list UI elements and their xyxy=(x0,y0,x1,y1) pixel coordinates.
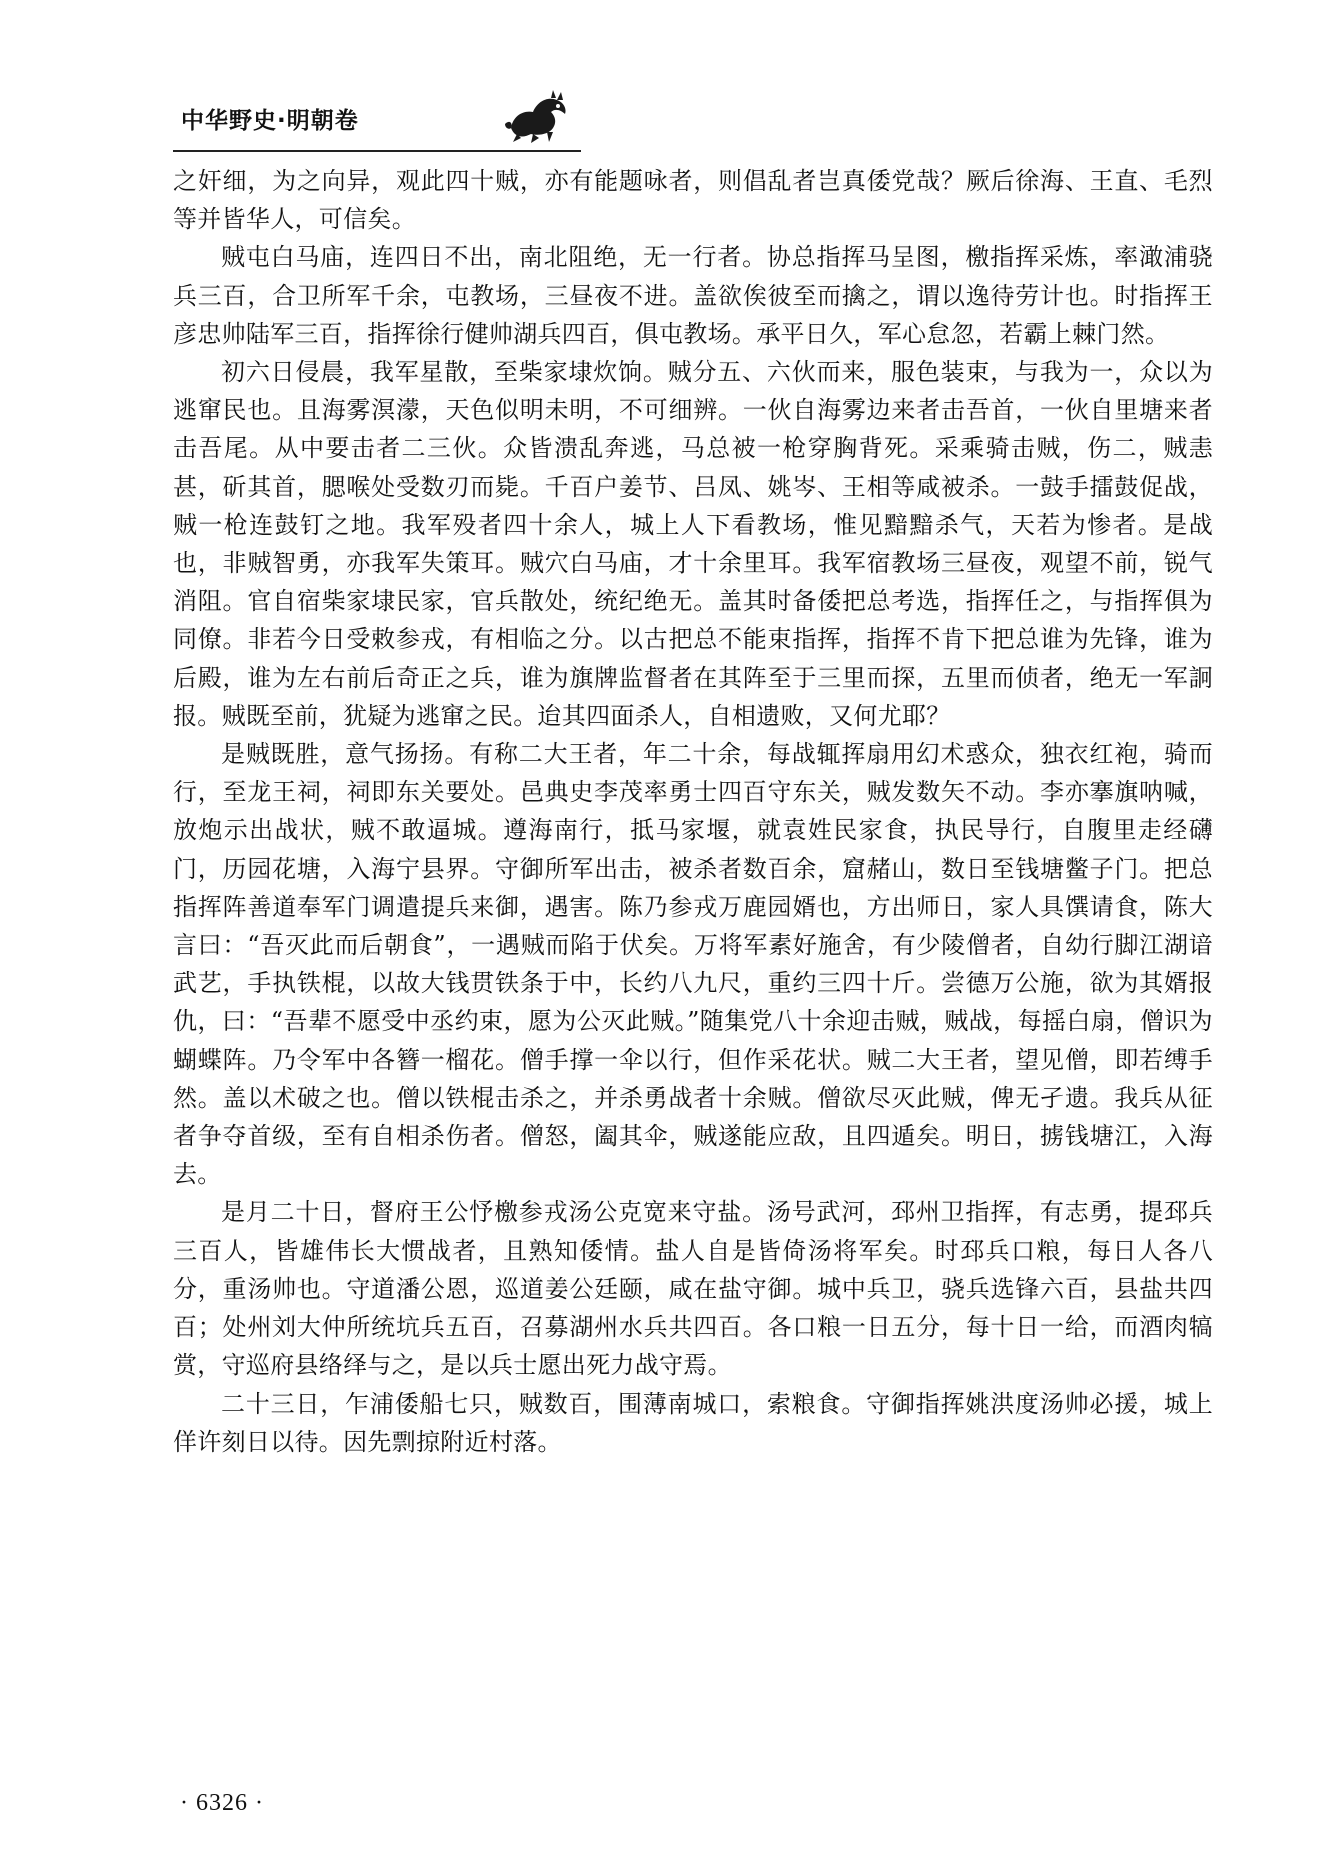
paragraph: 之奸细，为之向异，观此四十贼，亦有能题咏者，则倡乱者岂真倭党哉？厥后徐海、王直、毛烈等并皆华人，可信矣。 xyxy=(173,167,1213,234)
paragraph: 二十三日，乍浦倭船七只，贼数百，围薄南城口，索粮食。守御指挥姚洪度汤帅必援，城上佯许刻日以待。因先剽掠附近村落。 xyxy=(173,1389,1213,1456)
book-title: 中华野史·明朝卷 xyxy=(181,108,359,134)
running-header xyxy=(173,88,581,148)
paragraph: 是贼既胜，意气扬扬。有称二大王者，年二十余，每战辄挥扇用幻术惑众，独衣红袍，骑而行，至龙王祠，祠即东关要处。邑典史李茂率勇士四百守东关，贼发数矢不动。李亦搴旗呐喊，放炮示出战状，贼不敢逼城。遵海南行，抵马家堰，就袁姓民家食，执民导行，自腹里走经礴门，历园花塘，入海宁县界。守御所军出击，被杀者数百余，窟赭山，数日至钱塘鳖子门。把总指挥阵善道奉军门调遣提兵来御，遇害。陈乃参戎万鹿园婿也，方出师日，家人具馔请食，陈大言曰：“吾灭此而后朝食”，一遇贼而陷于伏矣。万将军素好施舍，有少陵僧者，自幼行脚江湖谙武艺，手执铁棍，以故大钱贯铁条于中，长约八九尺，重约三四十斤。尝德万公施，欲为其婿报仇，曰：“吾辈不愿受中丞约束，愿为公灭此贼。”随集党八十余迎击贼，贼战，每摇白扇，僧识为蝴蝶阵。乃令军中各簪一榴花。僧手撑一伞以行，但作采花状。贼二大王者，望见僧，即若缚手然。盖以术破之也。僧以铁棍击杀之，并杀勇战者十余贼。僧欲尽灭此贼，俾无孑遗。我兵从征者争夺首级，至有自相杀伤者。僧怒，阖其伞，贼遂能应敌，且四遁矣。明日，掳钱塘江，入海去。 xyxy=(173,740,1213,1189)
paragraph: 贼屯白马庙，连四日不出，南北阻绝，无一行者。协总指挥马呈图，檄指挥采炼，率澉浦骁兵三百，合卫所军千余，屯教场，三昼夜不进。盖欲俟彼至而擒之，谓以逸待劳计也。时指挥王彦忠帅陆军三百，指挥徐行健帅湖兵四百，俱屯教场。承平日久，军心怠忽，若霸上棘门然。 xyxy=(173,243,1213,348)
header-divider xyxy=(173,150,581,152)
paragraph: 初六日侵晨，我军星散，至柴家埭炊饷。贼分五、六伙而来，服色装束，与我为一，众以为逃窜民也。且海雾溟濛，天色似明未明，不可细辨。一伙自海雾边来者击吾首，一伙自里塘来者击吾尾。从中要击者二三伙。众皆溃乱奔逃，马总被一枪穿胸背死。采乘骑击贼，伤二，贼恚甚，斫其首，腮喉处受数刃而毙。千百户姜节、吕凤、姚岑、王相等咸被杀。一鼓手擂鼓促战，贼一枪连鼓钉之地。我军殁者四十余人，城上人下看教场，惟见黯黯杀气，天若为惨者。是战也，非贼智勇，亦我军失策耳。贼穴白马庙，才十余里耳。我军宿教场三昼夜，观望不前，锐气消阻。官自宿柴家埭民家，官兵散处，统纪绝无。盖其时备倭把总考选，指挥任之，与指挥俱为同僚。非若今日受敕参戎，有相临之分。以古把总不能束指挥，指挥不肯下把总谁为先锋，谁为后殿，谁为左右前后奇正之兵，谁为旗牌监督者在其阵至于三里而探，五里而侦者，绝无一军詗报。贼既至前，犹疑为逃窜之民。迨其四面杀人，自相遗败，又何尤耶？ xyxy=(173,358,1213,730)
body-text xyxy=(173,162,1213,1461)
dragon-emblem-icon xyxy=(503,88,573,144)
page-number: · 6326 · xyxy=(180,1790,264,1816)
paragraph: 是月二十日，督府王公忬檄参戎汤公克宽来守盐。汤号武河，邳州卫指挥，有志勇，提邳兵三百人，皆雄伟长大惯战者，且熟知倭情。盐人自是皆倚汤将军矣。时邳兵口粮，每日人各八分，重汤帅也。守道潘公恩，巡道姜公廷颐，咸在盐守御。城中兵卫，骁兵选锋六百，县盐共四百；处州刘大仲所统坑兵五百，召募湖州水兵共四百。各口粮一日五分，每十日一给，而酒肉犒赏，守巡府县络绎与之，是以兵士愿出死力战守焉。 xyxy=(173,1198,1213,1380)
